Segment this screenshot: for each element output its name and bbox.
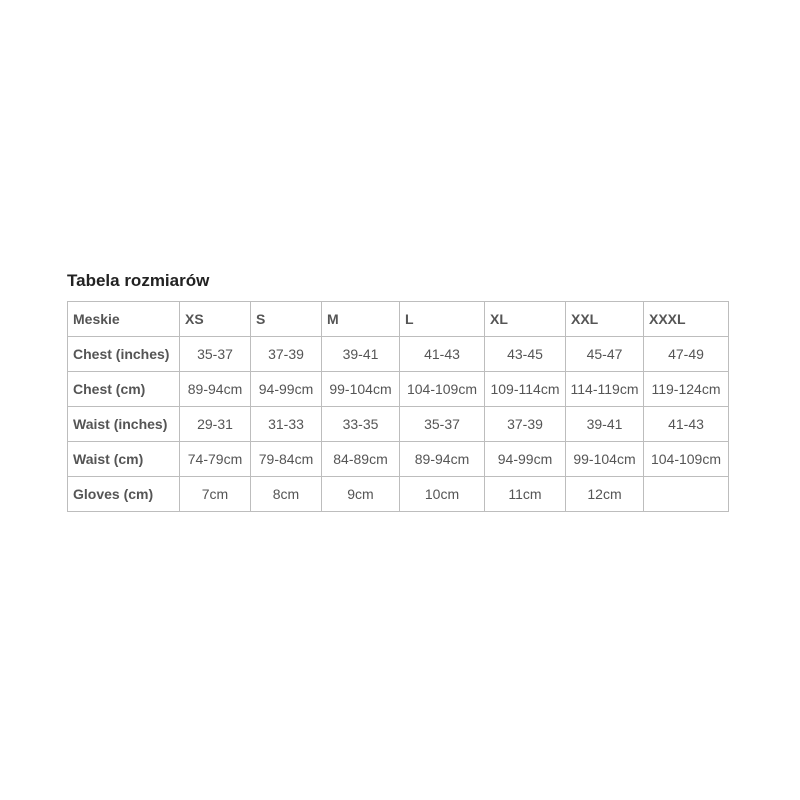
table-cell: 39-41 xyxy=(322,337,400,372)
row-label: Waist (inches) xyxy=(68,407,180,442)
table-row xyxy=(68,442,729,477)
size-table xyxy=(67,301,729,512)
table-cell: 31-33 xyxy=(251,407,322,442)
header-row xyxy=(68,302,729,337)
table-cell: 8cm xyxy=(251,477,322,512)
table-cell-empty xyxy=(644,477,729,512)
table-cell: 37-39 xyxy=(485,407,566,442)
size-chart xyxy=(67,271,728,512)
table-cell: 119-124cm xyxy=(644,372,729,407)
table-cell: 35-37 xyxy=(400,407,485,442)
table-cell: 104-109cm xyxy=(400,372,485,407)
row-label: Chest (inches) xyxy=(68,337,180,372)
table-cell: 37-39 xyxy=(251,337,322,372)
header-cell-xl: XL xyxy=(485,302,566,337)
header-cell-m: M xyxy=(322,302,400,337)
table-cell: 43-45 xyxy=(485,337,566,372)
table-cell: 12cm xyxy=(566,477,644,512)
table-cell: 41-43 xyxy=(644,407,729,442)
table-row xyxy=(68,407,729,442)
table-cell: 11cm xyxy=(485,477,566,512)
table-cell: 99-104cm xyxy=(322,372,400,407)
table-cell: 33-35 xyxy=(322,407,400,442)
table-cell: 41-43 xyxy=(400,337,485,372)
header-cell-category: Meskie xyxy=(68,302,180,337)
chart-title: Tabela rozmiarów xyxy=(67,271,210,290)
table-cell: 35-37 xyxy=(180,337,251,372)
table-cell: 109-114cm xyxy=(485,372,566,407)
table-cell: 89-94cm xyxy=(180,372,251,407)
table-row xyxy=(68,372,729,407)
row-label: Chest (cm) xyxy=(68,372,180,407)
table-cell: 99-104cm xyxy=(566,442,644,477)
header-cell-xxl: XXL xyxy=(566,302,644,337)
header-cell-xxxl: XXXL xyxy=(644,302,729,337)
table-cell: 94-99cm xyxy=(485,442,566,477)
table-row xyxy=(68,337,729,372)
table-cell: 94-99cm xyxy=(251,372,322,407)
header-cell-s: S xyxy=(251,302,322,337)
header-cell-l: L xyxy=(400,302,485,337)
table-cell: 74-79cm xyxy=(180,442,251,477)
header-cell-xs: XS xyxy=(180,302,251,337)
table-cell: 39-41 xyxy=(566,407,644,442)
table-cell: 10cm xyxy=(400,477,485,512)
table-cell: 84-89cm xyxy=(322,442,400,477)
row-label: Waist (cm) xyxy=(68,442,180,477)
table-row xyxy=(68,477,729,512)
table-cell: 29-31 xyxy=(180,407,251,442)
table-cell: 79-84cm xyxy=(251,442,322,477)
row-label: Gloves (cm) xyxy=(68,477,180,512)
table-cell: 9cm xyxy=(322,477,400,512)
table-cell: 104-109cm xyxy=(644,442,729,477)
table-cell: 45-47 xyxy=(566,337,644,372)
table-cell: 89-94cm xyxy=(400,442,485,477)
table-cell: 114-119cm xyxy=(566,372,644,407)
table-cell: 7cm xyxy=(180,477,251,512)
table-cell: 47-49 xyxy=(644,337,729,372)
